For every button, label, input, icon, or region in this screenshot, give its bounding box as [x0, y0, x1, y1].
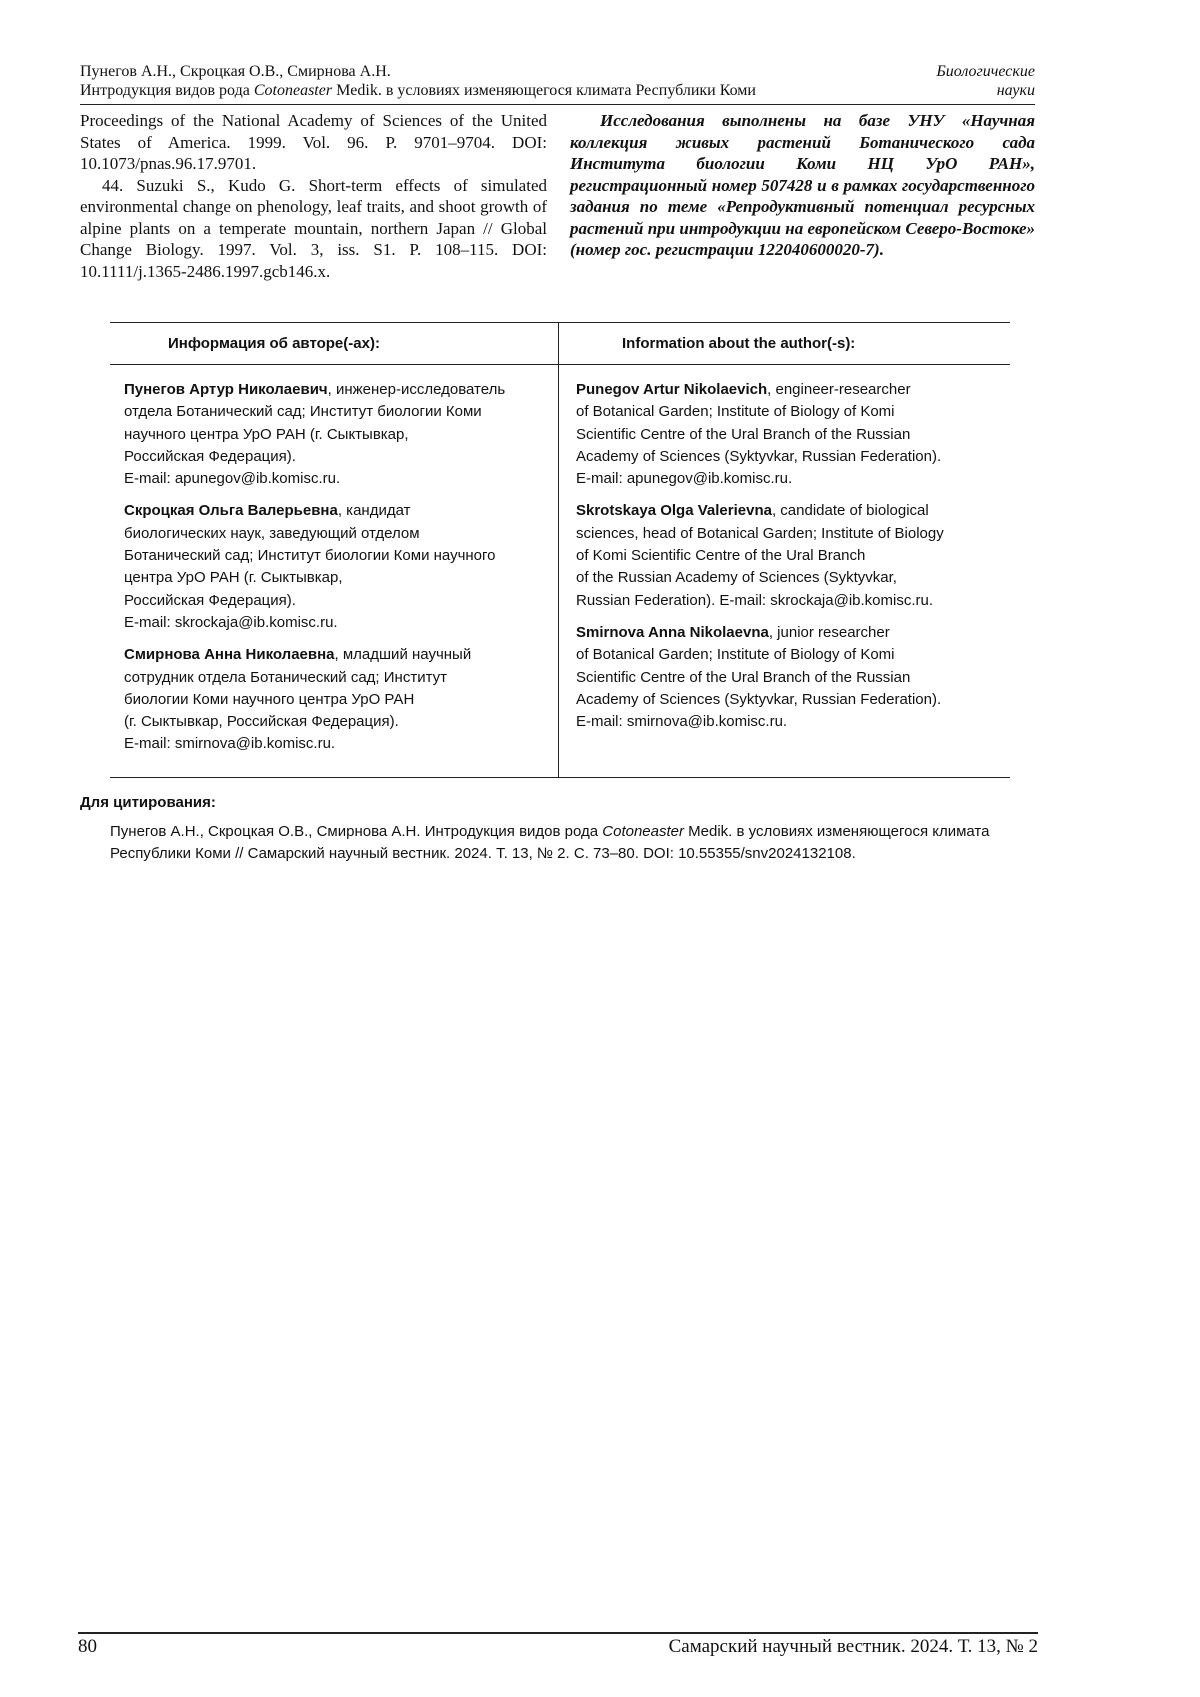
running-header — [80, 62, 1035, 106]
author-entry-en — [576, 379, 1004, 490]
author-info-table — [110, 322, 1010, 778]
author-details: , junior researcher of Botanical Garden; Institute of Biology of Komi Scientific Centre of the Ural Branch of the Russian Academy of Sciences (Syktyvkar, Russian Federation). E-mail: smirnova@ib.komisc.ru. — [576, 623, 942, 731]
references-column — [80, 110, 547, 282]
author-name: Smirnova Anna Nikolaevna — [576, 623, 769, 641]
author-name: Скроцкая Ольга Валерьевна — [124, 502, 338, 520]
author-details: , инженер-исследователь отдела Ботанический сад; Институт биологии Коми научного центра УрО РАН (г. Сыктывкар, Российская Федерация). E-mail: apunegov@ib.komisc.ru. — [124, 381, 506, 488]
header-section-line2: науки — [996, 82, 1035, 99]
authors-ru-column — [124, 379, 554, 766]
footer-rule — [78, 1632, 1038, 1634]
header-article-title — [80, 81, 900, 100]
acknowledgement: Исследования выполнены на базе УНУ «Научная коллекция живых растений Ботанического сада Института биологии Коми НЦ УрО РАН», регистрационный номер 507428 и в рамках государственного задания по теме «Репродуктивный потенциал ресурсных растений при интродукции на европейском Северо-Востоке» (номер гос. регистрации 122040600020-7). — [570, 111, 1035, 259]
journal-name: Самарский научный вестник. 2024. Т. 13, № 2 — [668, 1636, 1038, 1657]
header-title-suffix: Medik. в условиях изменяющегося климата Республики Коми — [332, 82, 756, 99]
author-name: Punegov Artur Nikolaevich — [576, 381, 768, 398]
author-entry-en — [576, 622, 1004, 733]
page-number: 80 — [78, 1636, 97, 1657]
table-header-divider — [110, 364, 1010, 365]
header-ru: Информация об авторе(-ах): — [168, 335, 380, 352]
citation-block — [80, 794, 1040, 865]
header-authors: Пунегов А.Н., Скроцкая О.В., Смирнова А.Н. — [80, 63, 391, 80]
author-entry-ru — [124, 644, 554, 755]
reference-44: 44. Suzuki S., Kudo G. Short-term effects of simulated environmental change on phenology, leaf traits, and shoot growth of alpine plants on a temperate mountain, northern Japan // Global Change Biology. 1997. Vol. 3, iss. S1. P. 108–115. DOI: 10.1111/j.1365-2486.1997.gcb146.x. — [80, 175, 547, 281]
header-title-genus: Cotoneaster — [253, 82, 333, 99]
author-details: , candidate of biological sciences, head of Botanical Garden; Institute of Biology of Komi Scientific Centre of the Ural Branch of the Russian Academy of Sciences (Syktyvkar, Russian Federation). E-mail: skrockaja@ib.komisc.ru. — [576, 502, 944, 609]
header-left — [80, 62, 900, 100]
author-entry-en — [576, 500, 1004, 611]
header-section — [936, 62, 1035, 100]
author-entry-ru — [124, 379, 554, 490]
author-details: , engineer-researcher of Botanical Garden; Institute of Biology of Komi Scientific Centre of the Ural Branch of the Russian Academy of Sciences (Syktyvkar, Russian Federation). E-mail: apunegov@ib.komisc.ru. — [576, 381, 942, 488]
header-section-line1: Биологические — [936, 63, 1035, 80]
header-en: Information about the author(-s): — [622, 335, 856, 352]
citation-title: Для цитирования: — [80, 794, 216, 811]
authors-en-column — [576, 379, 1004, 743]
author-details: , младший научный сотрудник отдела Ботанический сад; Институт биологии Коми научного центра УрО РАН (г. Сыктывкар, Российская Федерация). E-mail: smirnova@ib.komisc.ru. — [124, 646, 472, 753]
author-details: , кандидат биологических наук, заведующий отделом Ботанический сад; Институт биологии Коми научного центра УрО РАН (г. Сыктывкар, Российская Федерация). E-mail: skrockaja@ib.komisc.ru. — [124, 502, 496, 631]
author-name: Skrotskaya Olga Valerievna — [576, 502, 772, 520]
reference-continued: Proceedings of the National Academy of Sciences of the United States of America. 1999. Vol. 96. P. 9701–9704. DOI: 10.1073/pnas.96.17.9701. — [80, 111, 547, 173]
citation-genus: Cotoneaster — [602, 823, 684, 840]
author-entry-ru — [124, 500, 554, 634]
author-name: Пунегов Артур Николаевич — [124, 381, 328, 398]
header-rule — [80, 104, 1035, 105]
header-title-prefix: Интродукция видов рода — [80, 82, 254, 99]
citation-text-prefix: Пунегов А.Н., Скроцкая О.В., Смирнова А.Н. Интродукция видов рода — [110, 823, 603, 840]
citation-text-suffix: Medik. в условиях изменяющегося климата Республики Коми // Самарский научный вестник. 2024. Т. 13, № 2. С. 73–80. DOI: 10.55355/snv2024132108. — [110, 823, 990, 862]
citation-text — [110, 821, 1040, 865]
author-name: Смирнова Анна Николаевна — [124, 646, 335, 664]
table-column-divider — [558, 323, 559, 777]
